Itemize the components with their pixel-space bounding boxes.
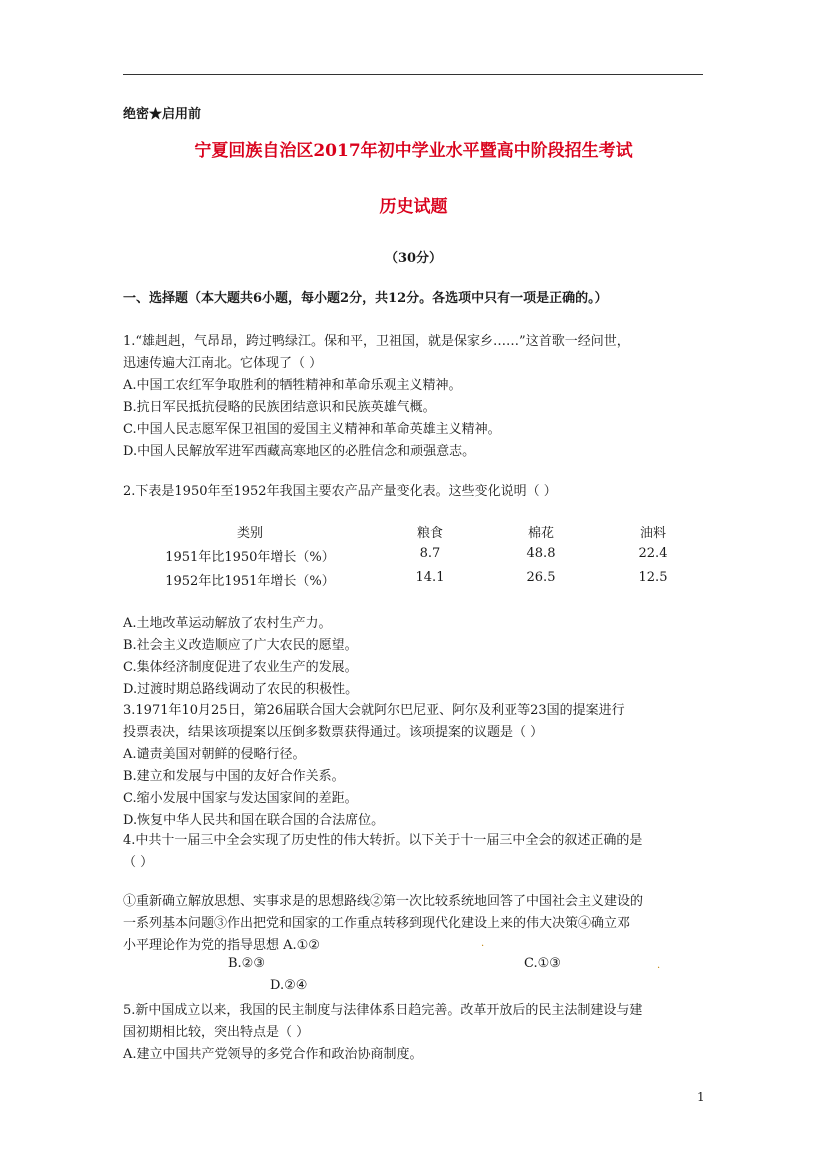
q5-option-a: A.建立中国共产党领导的多党合作和政治协商制度。 xyxy=(123,1047,423,1062)
q4-stem-line2: （ ） xyxy=(123,855,154,870)
table-row1-label: 1951年比1950年增长（%） xyxy=(165,550,335,565)
section-heading: 一、选择题（本大题共6小题，每小题2分，共12分。各选项中只有一项是正确的。） xyxy=(123,291,608,306)
q1-option-c: C.中国人民志愿军保卫祖国的爱国主义精神和革命英雄主义精神。 xyxy=(123,422,501,437)
q3-option-b: B.建立和发展与中国的友好合作关系。 xyxy=(123,769,345,784)
q1-stem-line2: 迅速传遍大江南北。它体现了（ ） xyxy=(123,356,323,371)
page-number: 1 xyxy=(697,1090,705,1104)
q3-option-a: A.谴责美国对朝鲜的侵略行径。 xyxy=(123,747,306,762)
q5-stem-line2: 国初期相比较，突出特点是（ ） xyxy=(123,1025,310,1040)
table-row1-oilseed: 22.4 xyxy=(638,546,668,561)
q4-option-d: D.②④ xyxy=(270,978,308,993)
q2-option-d: D.过渡时期总路线调动了农民的积极性。 xyxy=(123,682,359,697)
q4-option-b: B.②③ xyxy=(228,956,265,971)
table-header-grain: 粮食 xyxy=(416,526,443,541)
q1-stem-line1: 1.“雄赳赳，气昂昂，跨过鸭绿江。保和平，卫祖国，就是保家乡……”这首歌一经问世， xyxy=(123,334,630,349)
q3-stem-line1: 3.1971年10月25日，第26届联合国大会就阿尔巴尼亚、阿尔及利亚等23国的提案进行 xyxy=(123,703,625,718)
exam-title: 宁夏回族自治区2017年初中学业水平暨高中阶段招生考试 xyxy=(194,141,633,161)
q2-option-a: A.土地改革运动解放了农村生产力。 xyxy=(123,616,332,631)
q4-body-line2: 一系列基本问题③作出把党和国家的工作重点转移到现代化建设上来的伟大决策④确立邓 xyxy=(123,916,631,931)
q3-option-c: C.缩小发展中国家与发达国家间的差距。 xyxy=(123,791,358,806)
q1-option-d: D.中国人民解放军进军西藏高寒地区的必胜信念和顽强意志。 xyxy=(123,444,476,459)
q3-stem-line2: 投票表决，结果该项提案以压倒多数票获得通过。该项提案的议题是（ ） xyxy=(123,725,544,740)
stray-dot-mark: . xyxy=(481,938,485,949)
q4-body-line1: ①重新确立解放思想、实事求是的思想路线②第一次比较系统地回答了中国社会主义建设的 xyxy=(123,894,644,909)
total-score: （30分） xyxy=(384,251,443,266)
table-row2-cotton: 26.5 xyxy=(526,570,556,585)
q4-stem-line1: 4.中共十一届三中全会实现了历史性的伟大转折。以下关于十一届三中全会的叙述正确的是 xyxy=(123,833,643,848)
q4-body-line3: 小平理论作为党的指导思想 A.①② xyxy=(123,938,320,953)
table-row2-grain: 14.1 xyxy=(415,570,445,585)
q4-option-c: C.①③ xyxy=(524,956,561,971)
table-row2-label: 1952年比1951年增长（%） xyxy=(165,574,335,589)
q1-option-a: A.中国工农红军争取胜利的牺牲精神和革命乐观主义精神。 xyxy=(123,378,462,393)
q5-stem-line1: 5.新中国成立以来，我国的民主制度与法律体系日趋完善。改革开放后的民主法制建设与建 xyxy=(123,1003,643,1018)
q1-option-b: B.抗日军民抵抗侵略的民族团结意识和民族英雄气概。 xyxy=(123,400,436,415)
table-row2-oilseed: 12.5 xyxy=(638,570,668,585)
table-row1-cotton: 48.8 xyxy=(526,546,556,561)
table-row1-grain: 8.7 xyxy=(419,546,441,561)
q2-option-b: B.社会主义改造顺应了广大农民的愿望。 xyxy=(123,638,358,653)
stray-dot-mark: . xyxy=(657,960,661,971)
table-header-oilseed: 油料 xyxy=(639,526,666,541)
q2-stem: 2.下表是1950年至1952年我国主要农产品产量变化表。这些变化说明（ ） xyxy=(123,484,557,499)
header-rule xyxy=(123,74,703,75)
q3-option-d: D.恢复中华人民共和国在联合国的合法席位。 xyxy=(123,813,385,828)
q2-option-c: C.集体经济制度促进了农业生产的发展。 xyxy=(123,660,358,675)
exam-subtitle: 历史试题 xyxy=(379,197,448,217)
table-header-cotton: 棉花 xyxy=(527,526,554,541)
secret-label: 绝密★启用前 xyxy=(123,107,202,122)
table-header-category: 类别 xyxy=(236,526,263,541)
